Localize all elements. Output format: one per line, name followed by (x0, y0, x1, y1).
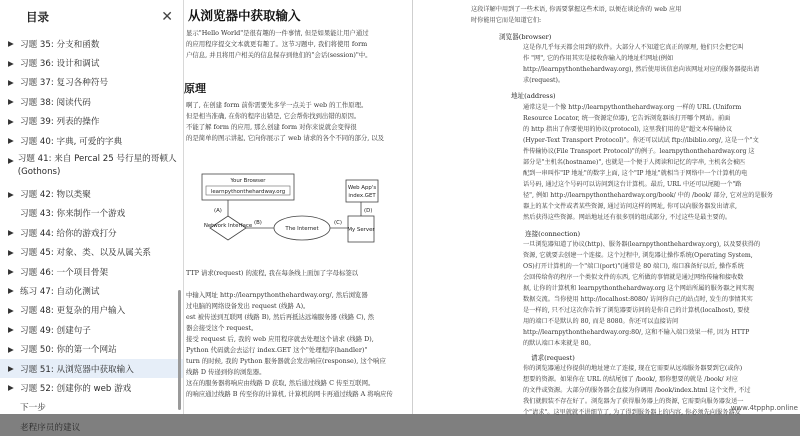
text-line: 中输入网址 http://learnpythonthehardway.org/, 然后浏览器 (186, 291, 368, 299)
text-line: 件传输协议(File Transport Protocol)"的例子。learnpythonthehardway.org 这 (523, 148, 755, 155)
text-line: 这段详解中用到了一些术语, 你需要掌握这些术语, 以便在谈论你的 web 应用 (471, 6, 682, 13)
chevron-right-icon[interactable]: ▶ (8, 156, 14, 166)
chevron-right-icon[interactable]: ▶ (8, 247, 14, 257)
text-line: 时你能用它而是知道它们: (471, 17, 542, 24)
text-line: 的是简单的图示讲起, 它向你展示了 web 请求的各个不同的部分, 以及 (186, 134, 385, 142)
text-line: 通常这是一个像 http://learnpythonthehardway.org 一样的 URL (Uniform (523, 104, 742, 111)
text-line: 过电脑的网络设备发出 request (线路 A)。 (186, 302, 310, 310)
chevron-right-icon[interactable]: ▶ (8, 305, 14, 315)
toc-header (0, 0, 183, 34)
text-line: turn 的时候, 我的 Python 服务器就会发出响应(response), 这个响应 (186, 357, 386, 365)
diagram-index-get: index.GET (348, 193, 376, 199)
text-line: 我们就假装不存在好了。浏览器为了获得服务器上的资源, 它需要向服务器发送一 (523, 398, 744, 405)
toc-item[interactable] (0, 359, 183, 378)
toc-item-label: 习题 42: 物以类聚 (20, 190, 91, 201)
text-line: 话号码, 通过这个号码可以访问到这台计算机。最后, URL 中还可以尾随一个"路 (523, 181, 742, 188)
text-line: 资源, 它就要去创建一个连接。这个过程中, 浏览器让操作系统(Operating System, (523, 252, 753, 259)
text-line: 器上的某个文件或者某些资源, 通过访问这样的网址, 你可以向服务器发出请求, (523, 203, 738, 210)
text-line: http://learnpythonthehardway.org), 然后使用该信息向该网址对应的服务器提出请 (523, 66, 760, 73)
section-title: 原理 (184, 82, 206, 95)
toc-item-label: 习题 44: 给你的游戏打分 (20, 228, 117, 239)
toc-item[interactable] (0, 73, 183, 92)
text-line: 户信息, 并且将用户相关的信息保存到他们的"会话(session)"中。 (186, 51, 372, 59)
diagram-your-browser: Your Browser (230, 178, 266, 184)
text-line: 据, 让你的计算机和 learnpythonthehardway.org 这个网站所属的服务器之间实现 (523, 285, 754, 292)
text-line: 求(request)。 (523, 77, 565, 84)
text-line: (Hyper-Text Transport Protocol)"。你还可以试试 ftp://ibiblio.org/, 这是一个"文 (523, 137, 759, 144)
text-line: 但是相当准确, 在你的程序出错是, 它会帮你找到出错的原因。 (186, 112, 361, 120)
watermark: www.4tpphp.online (730, 404, 798, 412)
toc-item[interactable] (0, 243, 183, 262)
term-address-heading: 地址(address) (511, 92, 556, 100)
text-line: 数据交流。当你使用 http://localhost:8080/ 访问你自己的站点时, 发生的事情其实 (523, 296, 753, 303)
toc-item[interactable] (0, 92, 183, 111)
toc-item[interactable] (0, 184, 183, 203)
chapter-title: 从浏览器中获取输入 (188, 8, 301, 23)
term-request-heading: 请求(request) (531, 354, 575, 362)
toc-item-label: 下一步 (20, 403, 46, 414)
text-line: 的应用程序提交文本就更有趣了。这节习题中, 我们将使用 form (186, 40, 368, 48)
text-line: 的默认端口本来就是 80。 (523, 340, 595, 347)
text-line: 的文件或资源。大部分的服务器会直接为你调用 /book/index.html 这个文件, 不过 (523, 387, 751, 394)
toc-item[interactable] (0, 53, 183, 72)
text-line: est 被传送到互联网 (线路 B), 然后再抵达远端服务器 (线路 C), 然 (186, 313, 375, 321)
chevron-right-icon[interactable]: ▶ (8, 189, 14, 199)
toc-item-label: 习题 43: 你来制作一个游戏 (20, 209, 126, 220)
diagram-browser-url: learnpythonthehardway.org (210, 189, 286, 195)
toc-item[interactable] (0, 34, 183, 53)
toc-item-label: 习题 38: 阅读代码 (20, 97, 91, 108)
toc-item-label: 习题 35: 分支和函数 (20, 39, 100, 50)
sidebar-scrollbar[interactable] (178, 290, 181, 410)
toc-item-label: 老程序员的建议 (20, 422, 81, 433)
text-line: 部分是"主机名(hostname)", 也就是一个便于人阅读和记忆的字串, 主机名会被匹 (523, 159, 746, 166)
text-line: 是一样的, 只不过这次你告诉了浏览器要访问的是你自己的计算机(localhost), 要使 (523, 307, 750, 314)
toc-item[interactable] (0, 112, 183, 131)
toc-item[interactable] (0, 281, 183, 300)
toc-sidebar (0, 0, 184, 433)
left-page (184, 0, 412, 414)
toc-item[interactable] (0, 320, 183, 339)
toc-item[interactable] (0, 223, 183, 242)
chevron-right-icon[interactable]: ▶ (8, 383, 14, 393)
toc-item[interactable] (0, 150, 183, 184)
close-icon[interactable]: ✕ (161, 9, 173, 25)
text-line: 线路 D 传递到你的浏览器。 (186, 368, 266, 376)
term-connection-heading: 连接(connection) (525, 230, 581, 238)
text-line: 的 http 指出了你要使用的协议(protocol), 这里我们用的是"超文本传输协议 (523, 126, 733, 133)
text-line: http://learnpythonthehardway.org:80/, 这和不输入端口效果一样, 因为 HTTP (523, 329, 750, 336)
toc-item-label: 习题 51: 从浏览器中获取输入 (20, 364, 134, 375)
text-line: 个"请求"。这里就就不讲细节了, 为了得到服务器上的内容, 你必须先向服务器发 (523, 409, 741, 416)
text-line: 一旦浏览器知道了协议(http)、服务器(learnpythonthehardway.org), 以及要获得的 (523, 241, 761, 248)
text-line: 的响应通过线路 B 传至你的计算机, 计算机的网卡再通过线路 A 将响应传 (186, 390, 393, 398)
toc-item[interactable] (0, 398, 183, 417)
toc-item[interactable] (0, 204, 183, 223)
text-line: OS)打开计算机的一个"端口(port)"(通常是 80 端口), 端口准备好以后, 操作系统 (523, 263, 744, 270)
diagram-label-d: (D) (364, 208, 373, 214)
diagram-web-app: Web App's (347, 185, 377, 191)
text-line: 这是你几乎每天都会用到的软件。大部分人不知道它真正的原理, 他们只会把它叫 (523, 44, 744, 51)
toc-item-label: 习题 50: 你的第一个网站 (20, 345, 117, 356)
right-margin (786, 0, 800, 414)
chevron-right-icon[interactable]: ▶ (8, 58, 14, 68)
text-line: 显示"Hello World"是很有趣的一件事情, 但是如果能让用户通过 (186, 29, 369, 37)
toc-item-label: 习题 40: 字典, 可爱的字典 (20, 136, 123, 147)
text-line: 径", 例如 http://learnpythonthehardway.org/book/ 中的 /book/ 部分, 它对应的是服务 (523, 192, 773, 199)
toc-item-label: 习题 37: 复习各种符号 (20, 78, 109, 89)
toc-item-label: 习题 48: 更复杂的用户输入 (20, 306, 126, 317)
chevron-right-icon[interactable]: ▶ (8, 267, 14, 277)
diagram-my-server: My Server (347, 227, 375, 233)
diagram-label-a: (A) (214, 208, 222, 214)
toc-item[interactable] (0, 131, 183, 150)
right-page (412, 0, 786, 414)
text-line: 器会接受这个 request。 (186, 324, 258, 332)
toc-item-label: 习题 41: 来自 Percal 25 号行星的哥顿人 (Gothons) (17, 154, 177, 178)
toc-item-label: 习题 52: 创建你的 web 游戏 (20, 383, 132, 394)
diagram-internet: The Internet (285, 226, 319, 232)
text-line: 作 "网", 它的作用其实是接收你输入的地址栏网址(例如 (523, 55, 674, 62)
toc-item-label: 习题 45: 对象、类、以及从属关系 (20, 248, 152, 259)
text-line: 会回传给你的程序一个类似文件的东西, 它所做的事情就是通过网络传输和接收数 (523, 274, 744, 281)
chevron-right-icon[interactable]: ▶ (8, 77, 14, 87)
term-browser-heading: 浏览器(browser) (499, 33, 552, 41)
text-line: 用的端口不是默认的 80, 而是 8080。你还可以直接访问 (523, 318, 679, 325)
toc-title: 目录 (26, 10, 49, 24)
chevron-right-icon[interactable]: ▶ (8, 97, 14, 107)
chevron-right-icon[interactable]: ▶ (8, 136, 14, 146)
toc-item[interactable] (0, 262, 183, 281)
toc-list (0, 34, 183, 436)
chevron-right-icon[interactable]: ▶ (8, 39, 14, 49)
text-line: 然后获得这些资源。网站地址还有很多别的组成部分, 不过这些是最主要的。 (523, 214, 732, 221)
text-line: 不能了解 form 的应用, 那么创建 form 对你来说就会变得很 (186, 123, 357, 131)
web-request-diagram (198, 172, 410, 272)
toc-item-label: 习题 39: 列表的操作 (20, 117, 100, 128)
text-line: 想要的资源。如果你在 URL 的结尾加了 /book/, 那你想要的就是 /book/ 对应 (523, 376, 738, 383)
text-line: Python 代码就会去运行 index.GET 这个"处理程序(handler)" (186, 346, 368, 354)
chevron-right-icon[interactable]: ▶ (8, 228, 14, 238)
toc-item[interactable] (0, 339, 183, 358)
toc-item-label: 习题 46: 一个项目骨架 (20, 267, 109, 278)
text-line: 你的浏览器通过你提供的地址建立了连接, 现在它需要从远端服务器要到它(或你) (523, 365, 743, 372)
chevron-right-icon[interactable]: ▶ (8, 116, 14, 126)
diagram-label-c: (C) (334, 220, 342, 226)
text-line: 接受 request 后, 我的 web 应用程序就去处理这个请求 (线路 D), (186, 335, 374, 343)
chevron-right-icon[interactable]: ▶ (8, 364, 14, 374)
text-line: Resource Locator, 统一资源定位器), 它告诉浏览器该打开哪个网站。前面 (523, 115, 731, 122)
text-line: 配到一串叫作"IP 地址"的数字上面, 这个"IP 地址"就相当于网络中一个计算机的电 (523, 170, 748, 177)
chevron-right-icon[interactable]: ▶ (8, 344, 14, 354)
text-line: 啊了, 在创建 form 前你需要先多学一点关于 web 的工作原理。 (186, 101, 368, 109)
toc-item-label: 练习 47: 自动化测试 (20, 286, 100, 297)
toc-item[interactable] (0, 378, 183, 397)
toc-item[interactable] (0, 301, 183, 320)
text-line: TTP 请求(request) 的流程, 我在每条线上面加了字母标签以 (186, 269, 359, 277)
toc-item-label: 习题 49: 创建句子 (20, 325, 91, 336)
toc-item-label: 习题 36: 设计和调试 (20, 59, 100, 70)
text-line: 这在的服务器将响应由线路 D 获取, 然后通过线路 C 传至互联网。 (186, 379, 375, 387)
toc-item[interactable] (0, 417, 183, 436)
diagram-network-interface: Network Interface (203, 223, 253, 229)
chevron-right-icon[interactable]: ▶ (8, 325, 14, 335)
chevron-right-icon[interactable]: ▶ (8, 286, 14, 296)
diagram-label-b: (B) (254, 220, 262, 226)
